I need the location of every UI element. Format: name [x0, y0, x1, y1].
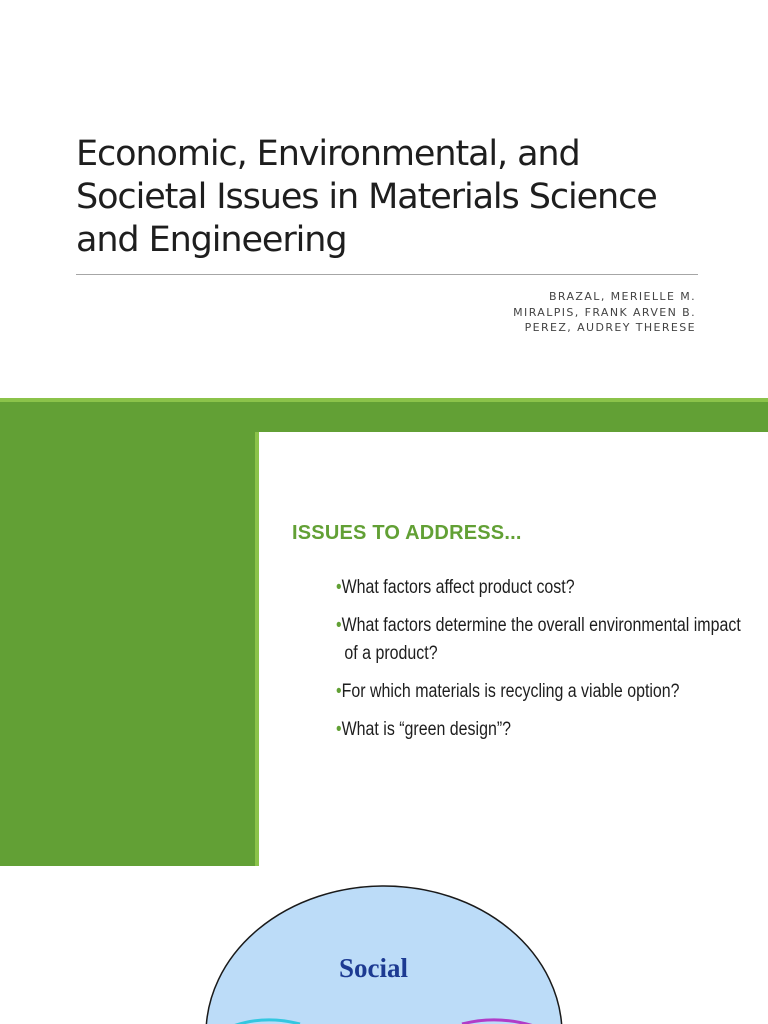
issues-slide	[0, 432, 768, 866]
list-item-text: For which materials is recycling a viable option?	[341, 681, 680, 702]
list-item-text: What is “green design”?	[341, 719, 512, 740]
list-item	[336, 678, 754, 706]
social-label: Social	[339, 953, 409, 983]
sustainability-diagram-slide	[0, 866, 768, 1024]
title-divider	[76, 274, 698, 275]
author-name: MIRALPIS, FRANK ARVEN B.	[513, 305, 696, 319]
bullet-icon: •	[336, 719, 342, 740]
list-item	[336, 612, 754, 668]
title-line: Societal Issues in Materials Science	[76, 177, 657, 217]
venn-diagram	[0, 866, 768, 1024]
list-item	[336, 574, 754, 602]
issues-list	[336, 574, 746, 754]
list-item	[336, 716, 754, 744]
author-name: BRAZAL, MERIELLE M.	[548, 290, 696, 303]
side-panel-edge	[255, 432, 259, 866]
issues-heading: ISSUES TO ADDRESS...	[292, 522, 522, 544]
green-side-panel	[0, 432, 255, 866]
list-item-text: What factors determine the overall environmental impact of a product?	[341, 615, 741, 664]
bullet-icon: •	[336, 577, 342, 598]
bullet-icon: •	[336, 615, 342, 636]
bullet-icon: •	[336, 681, 342, 702]
slide-separator-band	[0, 402, 768, 432]
author-name: PEREZ, AUDREY THERESE	[524, 321, 696, 334]
author-list	[513, 289, 696, 336]
title-line: and Engineering	[76, 220, 347, 260]
title-slide	[0, 0, 768, 398]
title-line: Economic, Environmental, and	[76, 134, 580, 174]
presentation-title	[76, 133, 716, 262]
list-item-text: What factors affect product cost?	[341, 577, 575, 598]
